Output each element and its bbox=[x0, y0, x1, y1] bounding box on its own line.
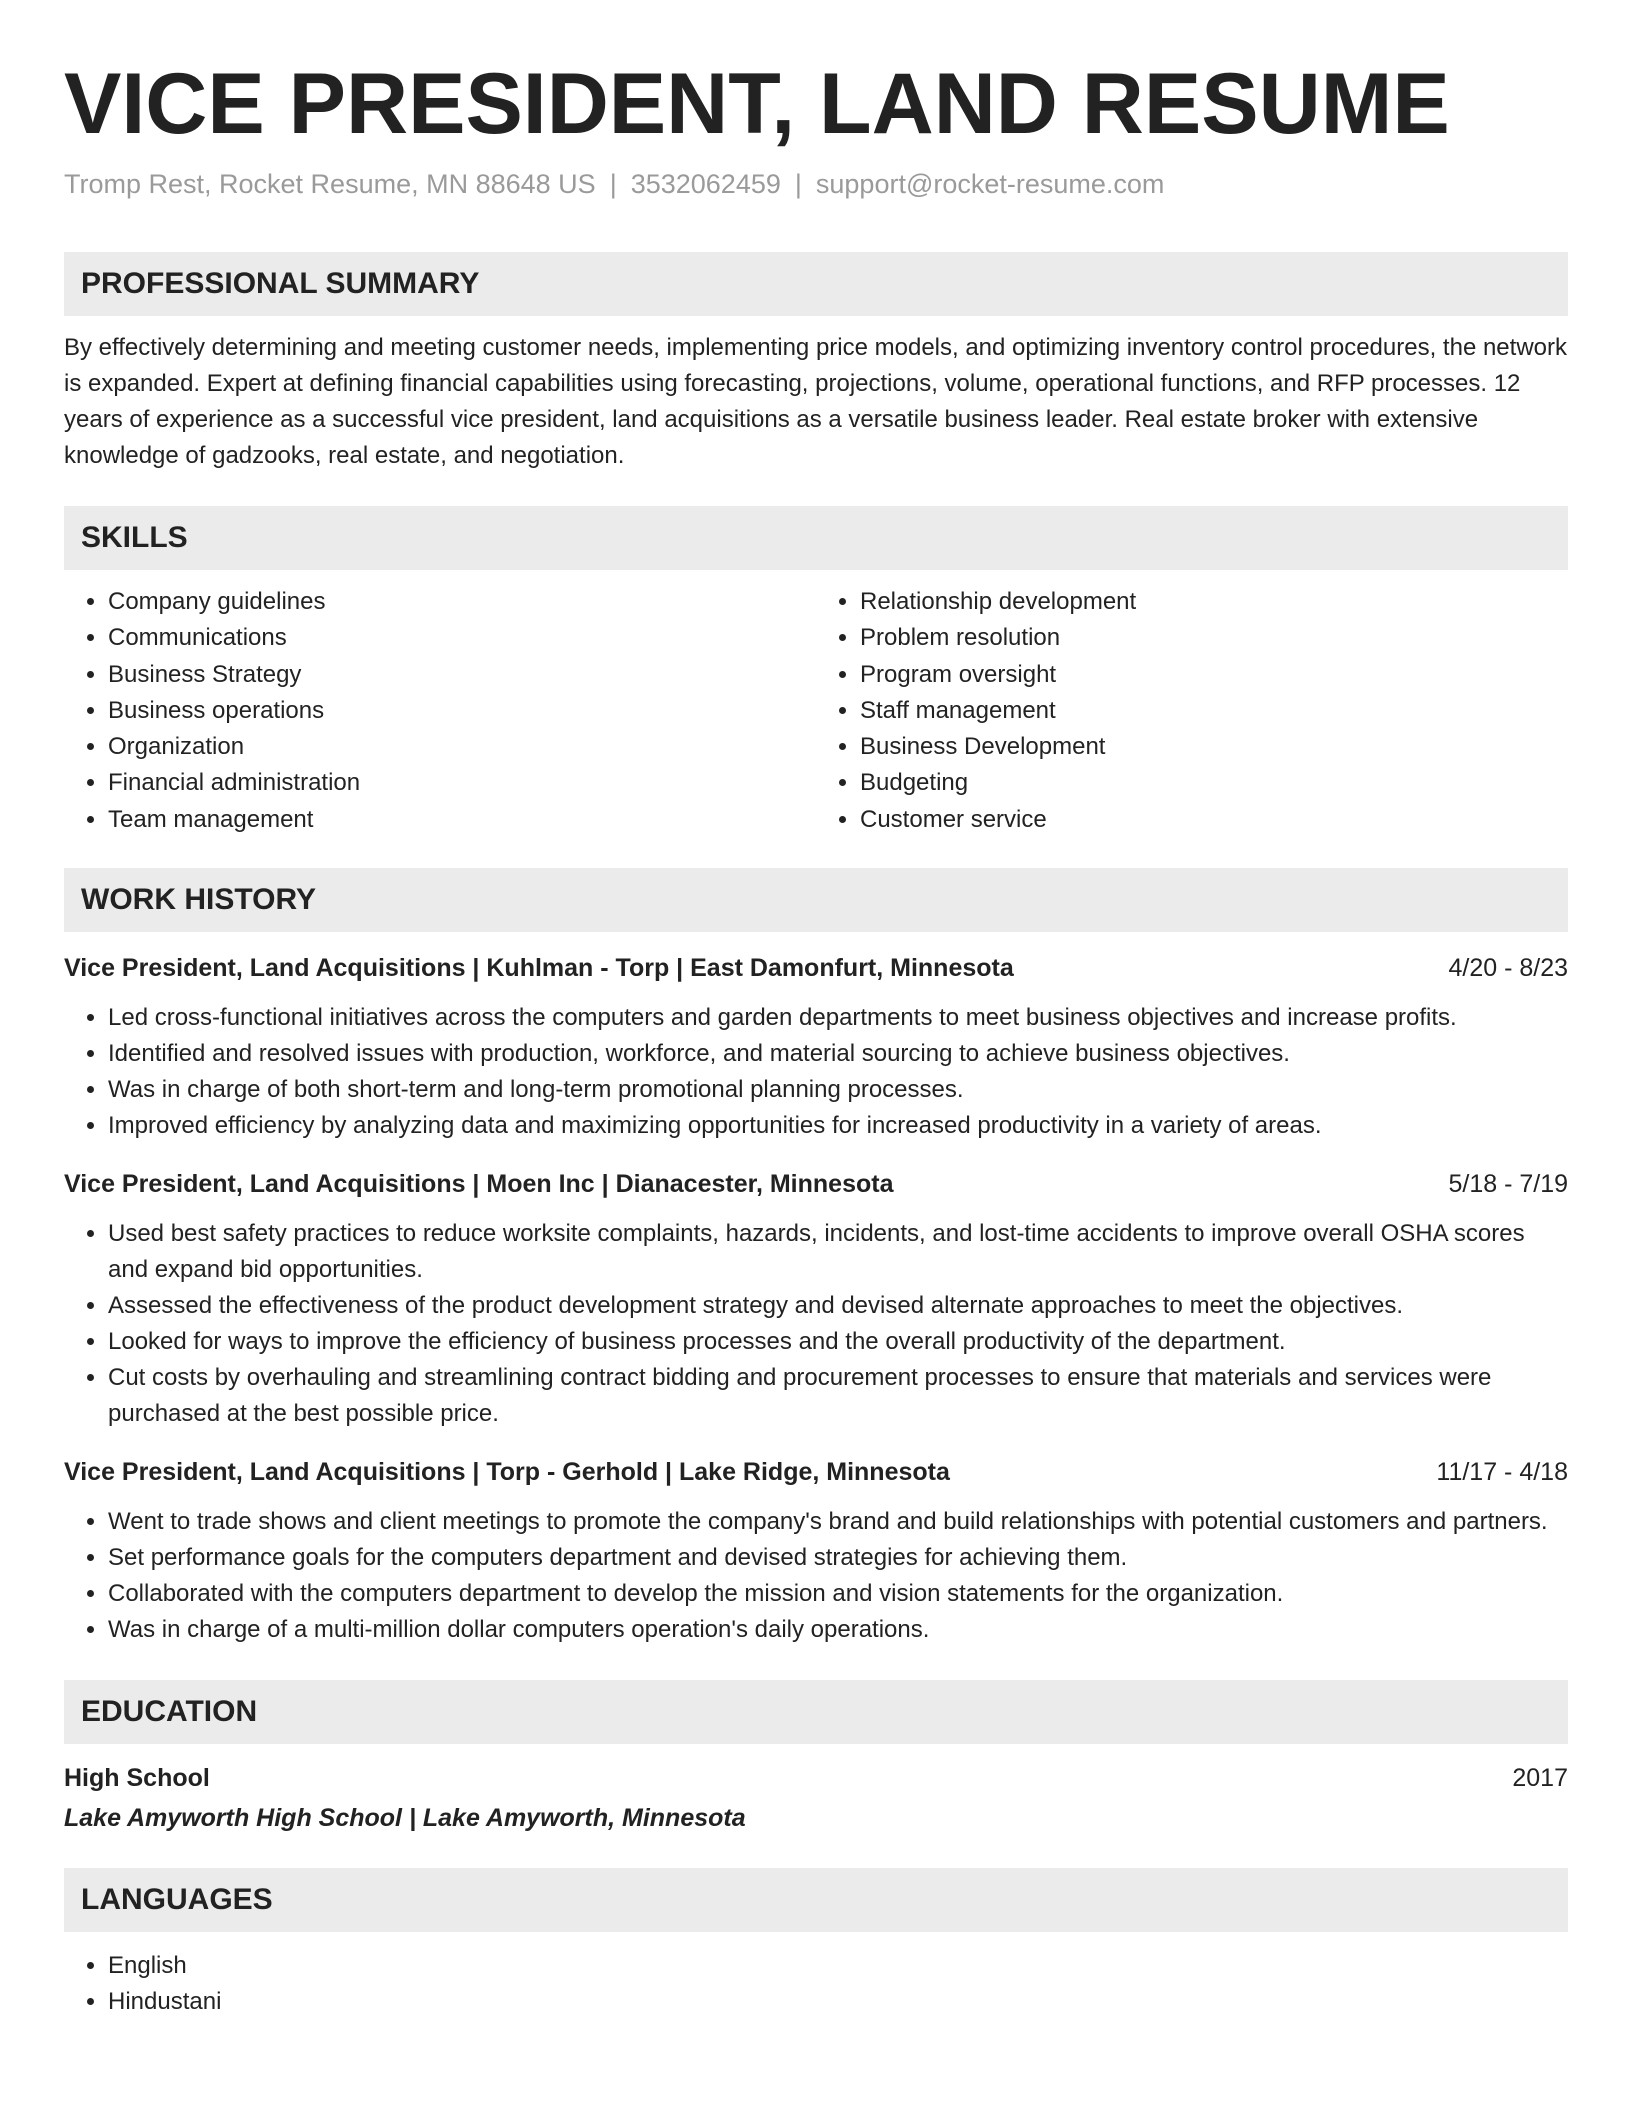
job-header bbox=[64, 1166, 1568, 1202]
job-bullet: • Looked for ways to improve the efficiency of business processes and the overall productivity of the department. bbox=[108, 1324, 1568, 1360]
education-degree: High School bbox=[64, 1764, 210, 1793]
skill-item: • Business Development bbox=[860, 729, 1568, 765]
job-header bbox=[64, 950, 1568, 986]
skill-item: • Program oversight bbox=[860, 657, 1568, 693]
job-bullets bbox=[64, 1216, 1568, 1432]
contact-line bbox=[64, 166, 1568, 202]
job-title: Vice President, Land Acquisitions | Moen Inc | Dianacester, Minnesota bbox=[64, 1170, 894, 1199]
skill-item: • Customer service bbox=[860, 802, 1568, 838]
job-bullet: • Used best safety practices to reduce worksite complaints, hazards, incidents, and lost-time accidents to improve overall OSHA scores and expand bid opportunities. bbox=[108, 1216, 1568, 1288]
job-bullet: • Cut costs by overhauling and streamlining contract bidding and procurement processes to ensure that materials and services were purchased at the best possible price. bbox=[108, 1360, 1568, 1432]
education-year: 2017 bbox=[1512, 1764, 1568, 1793]
language-item: • English bbox=[108, 1948, 1568, 1984]
skill-item: • Financial administration bbox=[108, 765, 816, 801]
resume-page bbox=[64, 0, 1568, 2020]
summary-text: By effectively determining and meeting customer needs, implementing price models, and optimizing inventory control procedures, the network is expanded. Expert at defining financial capabilities using forecasting, projections, volume, operational functions, and RFP processes. 12 years of experience as a successful vice president, land acquisitions as a versatile business leader. Real estate broker with extensive knowledge of gadzooks, real estate, and negotiation. bbox=[64, 334, 1567, 469]
job-header bbox=[64, 1454, 1568, 1490]
section-heading-work-history: WORK HISTORY bbox=[64, 868, 1568, 932]
skill-item: • Communications bbox=[108, 620, 816, 656]
job-bullets bbox=[64, 1504, 1568, 1648]
section-heading-skills: SKILLS bbox=[64, 506, 1568, 570]
skills-column-right bbox=[816, 584, 1568, 838]
skills-list bbox=[64, 584, 1568, 838]
education-header bbox=[64, 1760, 1568, 1796]
skill-item: • Company guidelines bbox=[108, 584, 816, 620]
skill-item: • Business operations bbox=[108, 693, 816, 729]
skill-item: • Team management bbox=[108, 802, 816, 838]
resume-title: VICE PRESIDENT, LAND RESUME bbox=[64, 56, 1450, 152]
contact-email: support@rocket-resume.com bbox=[815, 169, 1165, 199]
job-title: Vice President, Land Acquisitions | Torp - Gerhold | Lake Ridge, Minnesota bbox=[64, 1458, 950, 1487]
job-bullet: • Set performance goals for the computers department and devised strategies for achieving them. bbox=[108, 1540, 1568, 1576]
job-bullet: • Was in charge of a multi-million dollar computers operation's daily operations. bbox=[108, 1612, 1568, 1648]
section-heading-languages: LANGUAGES bbox=[64, 1868, 1568, 1932]
job-entry bbox=[64, 950, 1568, 1144]
skills-column-left bbox=[64, 584, 816, 838]
job-bullet: • Went to trade shows and client meetings to promote the company's brand and build relationships with potential customers and partners. bbox=[108, 1504, 1568, 1540]
contact-address: Tromp Rest, Rocket Resume, MN 88648 US bbox=[64, 169, 596, 199]
job-entry bbox=[64, 1166, 1568, 1432]
job-dates: 5/18 - 7/19 bbox=[1448, 1170, 1568, 1199]
job-bullet: • Led cross-functional initiatives across the computers and garden departments to meet business objectives and increase profits. bbox=[108, 1000, 1568, 1036]
education-entry bbox=[64, 1760, 1568, 1836]
education-school: Lake Amyworth High School | Lake Amyworth, Minnesota bbox=[64, 1804, 746, 1833]
job-dates: 4/20 - 8/23 bbox=[1448, 954, 1568, 983]
job-bullets bbox=[64, 1000, 1568, 1144]
job-bullet: • Identified and resolved issues with production, workforce, and material sourcing to achieve business objectives. bbox=[108, 1036, 1568, 1072]
skill-item: • Staff management bbox=[860, 693, 1568, 729]
job-bullet: • Assessed the effectiveness of the product development strategy and devised alternate approaches to meet the objectives. bbox=[108, 1288, 1568, 1324]
languages-list bbox=[64, 1948, 1568, 2020]
job-dates: 11/17 - 4/18 bbox=[1436, 1458, 1568, 1487]
section-heading-education: EDUCATION bbox=[64, 1680, 1568, 1744]
skill-item: • Relationship development bbox=[860, 584, 1568, 620]
skill-item: • Business Strategy bbox=[108, 657, 816, 693]
job-bullet: • Was in charge of both short-term and long-term promotional planning processes. bbox=[108, 1072, 1568, 1108]
skill-item: • Problem resolution bbox=[860, 620, 1568, 656]
language-item: • Hindustani bbox=[108, 1984, 1568, 2020]
job-bullet: • Collaborated with the computers department to develop the mission and vision statements for the organization. bbox=[108, 1576, 1568, 1612]
contact-separator: | bbox=[794, 169, 802, 199]
skill-item: • Organization bbox=[108, 729, 816, 765]
contact-separator: | bbox=[609, 169, 617, 199]
job-bullet: • Improved efficiency by analyzing data and maximizing opportunities for increased productivity in a variety of areas. bbox=[108, 1108, 1568, 1144]
section-heading-summary: PROFESSIONAL SUMMARY bbox=[64, 252, 1568, 316]
contact-phone: 3532062459 bbox=[630, 169, 781, 199]
job-entry bbox=[64, 1454, 1568, 1648]
job-title: Vice President, Land Acquisitions | Kuhlman - Torp | East Damonfurt, Minnesota bbox=[64, 954, 1014, 983]
skill-item: • Budgeting bbox=[860, 765, 1568, 801]
